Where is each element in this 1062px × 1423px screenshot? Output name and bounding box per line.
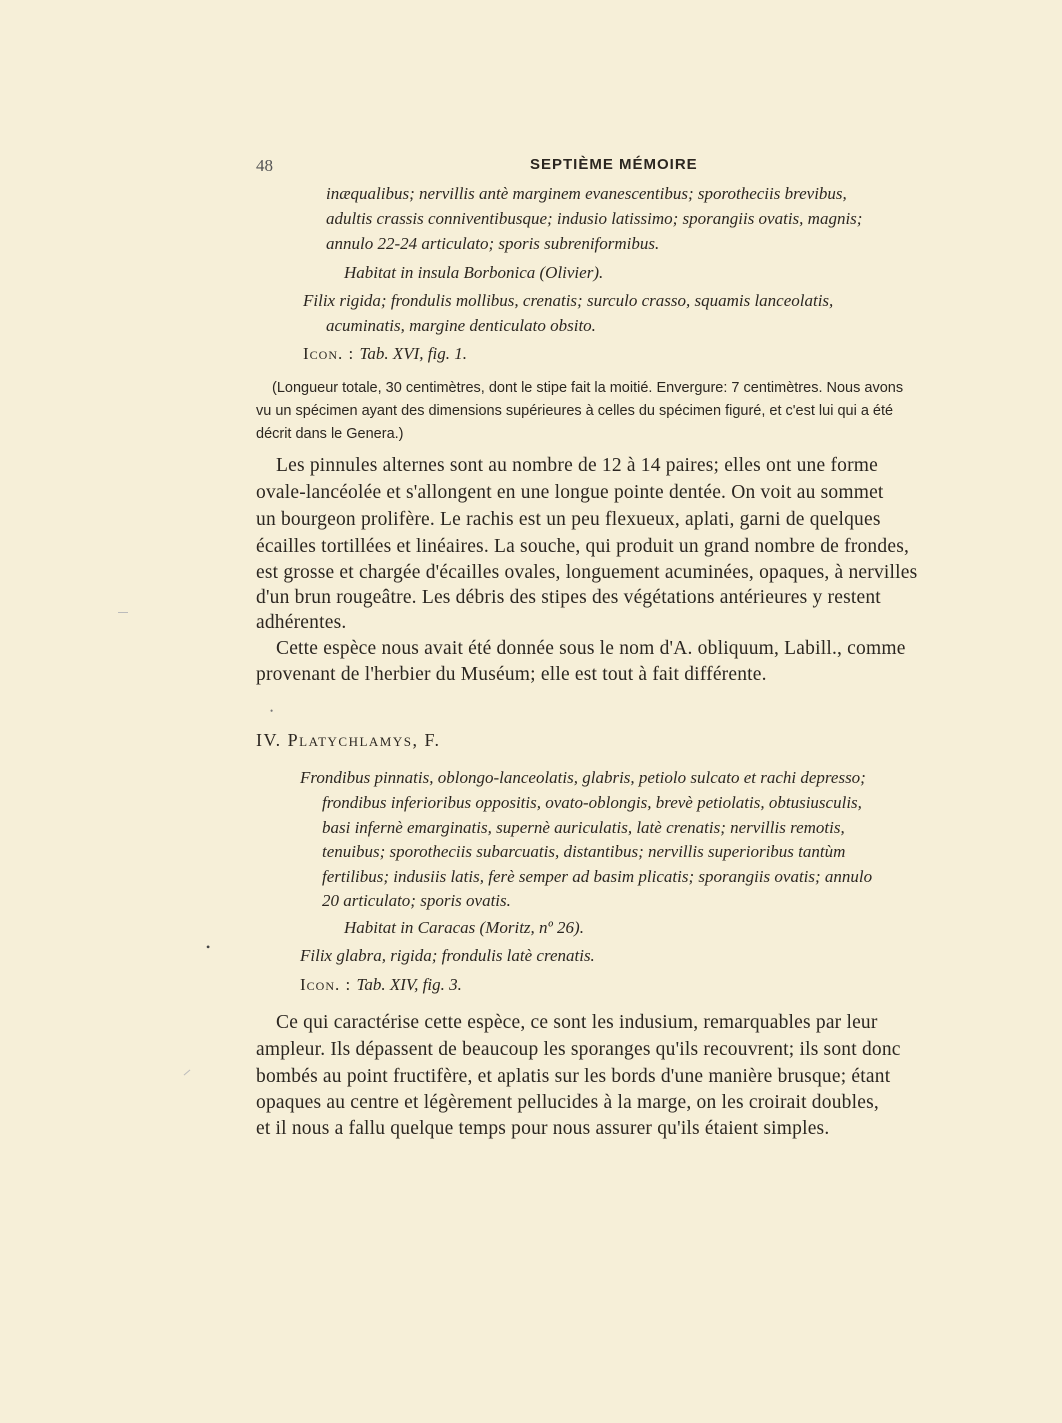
diagnosis-line: Frondibus pinnatis, oblongo-lanceolatis, glabris, petiolo sulcato et rachi depresso;	[300, 768, 866, 787]
filix-line: Filix rigida; frondulis mollibus, crenatis; surculo crasso, squamis lanceolatis,	[303, 291, 834, 310]
body-line: et il nous a fallu quelque temps pour nous assurer qu'ils étaient simples.	[256, 1118, 830, 1139]
plate-ref: Tab. XIV, fig. 3.	[356, 975, 462, 994]
icon-label: Icon. :	[300, 975, 357, 994]
icon-label: Icon. :	[303, 344, 360, 363]
note-line: (Longueur totale, 30 centimètres, dont le stipe fait la moitié. Envergure: 7 centimètres. Nous avons	[272, 380, 904, 396]
body-line: ampleur. Ils dépassent de beaucoup les sporanges qu'ils recouvrent; ils sont donc	[256, 1039, 901, 1060]
body-line: ovale-lancéolée et s'allongent en une longue pointe dentée. On voit au sommet	[256, 482, 884, 503]
body-line: Ce qui caractérise cette espèce, ce sont les indusium, remarquables par leur	[276, 1012, 878, 1033]
diagnosis-line: frondibus inferioribus oppositis, ovato-oblongis, brevè petiolatis, obtusiusculis,	[322, 793, 862, 812]
print-mark	[184, 1070, 191, 1076]
dot-mark: •	[270, 706, 274, 716]
diagnosis-line: fertilibus; indusiis latis, ferè semper ad basim plicatis; sporangiis ovatis; annulo	[322, 867, 873, 886]
filix-line: acuminatis, margine denticulato obsito.	[326, 316, 596, 335]
diagnosis-line: inæqualibus; nervillis antè marginem evanescentibus; sporotheciis brevibus,	[326, 184, 847, 203]
diagnosis-line: 20 articulato; sporis ovatis.	[322, 891, 511, 910]
body-line: écailles tortillées et linéaires. La souche, qui produit un grand nombre de frondes,	[256, 536, 910, 557]
body-line: un bourgeon prolifère. Le rachis est un peu flexueux, aplati, garni de quelques	[256, 509, 881, 530]
diagnosis-line: basi infernè emarginatis, supernè auriculatis, latè crenatis; nervillis remotis,	[322, 818, 845, 837]
habitat-line: Habitat in insula Borbonica (Olivier).	[344, 263, 604, 282]
filix-line: Filix glabra, rigida; frondulis latè crenatis.	[300, 946, 595, 965]
body-line: provenant de l'herbier du Muséum; elle est tout à fait différente.	[256, 664, 767, 685]
print-mark	[118, 612, 128, 613]
icon-reference	[300, 975, 462, 995]
body-line: adhérentes.	[256, 612, 347, 633]
diagnosis-line: adultis crassis conniventibusque; indusio latissimo; sporangiis ovatis, magnis;	[326, 209, 863, 228]
bullet-mark: •	[206, 940, 211, 954]
body-line: Les pinnules alternes sont au nombre de 12 à 14 paires; elles ont une forme	[276, 455, 878, 476]
body-line: bombés au point fructifère, et aplatis sur les bords d'une manière brusque; étant	[256, 1066, 891, 1087]
running-title: SEPTIÈME MÉMOIRE	[530, 156, 698, 173]
page-number: 48	[256, 156, 273, 175]
body-line: est grosse et chargée d'écailles ovales, longuement acuminées, opaques, à nervilles	[256, 562, 918, 583]
body-line: opaques au centre et légèrement pellucides à la marge, on les croirait doubles,	[256, 1092, 879, 1113]
body-line: Cette espèce nous avait été donnée sous le nom d'A. obliquum, Labill., comme	[276, 638, 906, 659]
plate-ref: Tab. XVI, fig. 1.	[359, 344, 468, 363]
note-line: vu un spécimen ayant des dimensions supérieures à celles du spécimen figuré, et c'est lui qui a été	[256, 403, 894, 419]
note-line: décrit dans le Genera.)	[256, 426, 404, 442]
body-line: d'un brun rougeâtre. Les débris des stipes des végétations antérieures y restent	[256, 587, 881, 608]
section-heading: IV. Platychlamys, F.	[256, 730, 441, 750]
habitat-line: Habitat in Caracas (Moritz, nº 26).	[344, 918, 584, 937]
diagnosis-line: tenuibus; sporotheciis subarcuatis, distantibus; nervillis superioribus tantùm	[322, 842, 846, 861]
icon-reference	[303, 344, 467, 364]
diagnosis-line: annulo 22-24 articulato; sporis subreniformibus.	[326, 234, 660, 253]
